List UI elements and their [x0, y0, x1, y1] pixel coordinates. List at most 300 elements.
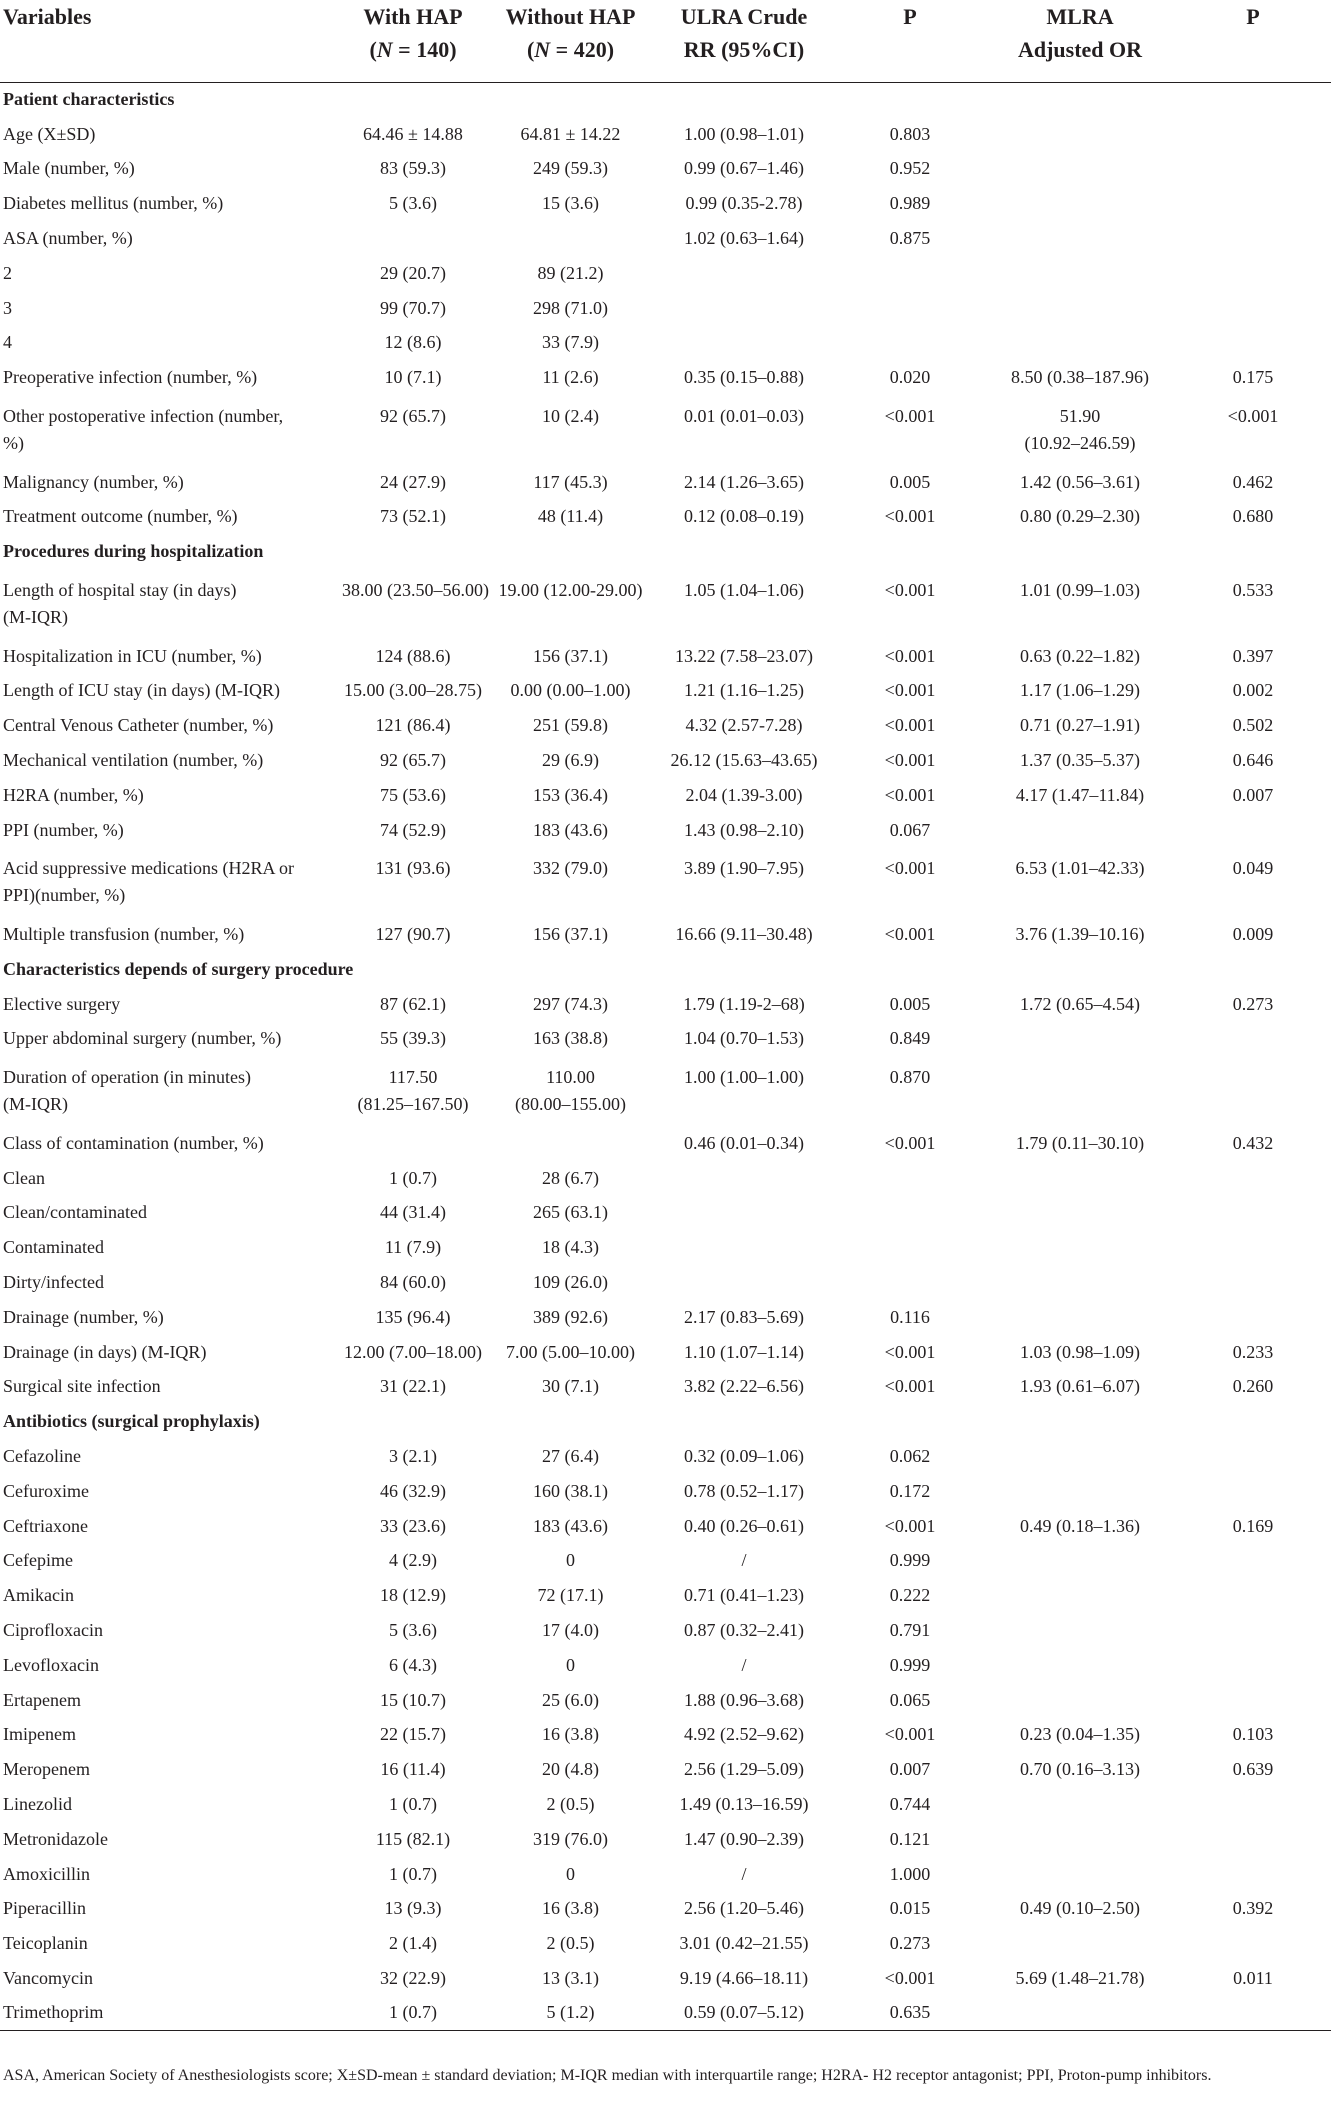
cell-ulra-crude-rr: 1.00 (0.98–1.01)	[684, 123, 804, 144]
cell-ulra-crude-rr: /	[741, 1654, 747, 1675]
cell-p-mlra: 0.502	[1232, 715, 1274, 736]
cell-with-hap: 124 (88.6)	[375, 645, 451, 666]
cell-without-hap	[488, 882, 653, 917]
cell-p-ulra: <0.001	[884, 750, 936, 771]
cell-variable: %)	[3, 432, 24, 453]
cell-p-ulra	[835, 604, 985, 639]
table-row	[0, 917, 1331, 952]
cell-p-ulra: 0.744	[889, 1793, 931, 1814]
cell-ulra-crude-rr: 9.19 (4.66–18.11)	[679, 1967, 809, 1988]
cell-with-hap: 92 (65.7)	[380, 405, 446, 426]
cell-ulra-crude-rr: 2.56 (1.20–5.46)	[684, 1898, 804, 1919]
cell-p-ulra: <0.001	[884, 680, 936, 701]
cell-ulra-crude-rr	[653, 882, 835, 917]
table-row	[0, 1300, 1331, 1335]
cell-p-mlra	[1175, 1857, 1331, 1892]
cell-without-hap: 18 (4.3)	[542, 1237, 599, 1258]
cell-mlra-adjusted-or: 5.69 (1.48–21.78)	[1015, 1967, 1145, 1988]
cell-mlra-adjusted-or	[985, 1439, 1175, 1474]
cell-p-mlra	[1175, 1787, 1331, 1822]
cell-mlra-adjusted-or	[985, 1648, 1175, 1683]
cell-mlra-adjusted-or	[985, 1787, 1175, 1822]
cell-variable: Age (X±SD)	[3, 123, 96, 144]
cell-variable: Cefuroxime	[3, 1480, 89, 1501]
cell-with-hap: 10 (7.1)	[384, 367, 442, 388]
cell-with-hap	[338, 430, 488, 465]
cell-mlra-adjusted-or: (10.92–246.59)	[1024, 432, 1136, 453]
cell-ulra-crude-rr: 1.00 (1.00–1.00)	[684, 1067, 804, 1088]
cell-variable: Upper abdominal surgery (number, %)	[3, 1028, 282, 1049]
cell-without-hap: 13 (3.1)	[542, 1967, 599, 1988]
cell-p-ulra	[835, 1091, 985, 1126]
cell-variable: 4	[3, 332, 12, 353]
cell-mlra-adjusted-or: 0.80 (0.29–2.30)	[1020, 506, 1140, 527]
cell-mlra-adjusted-or: 1.37 (0.35–5.37)	[1020, 750, 1140, 771]
section-title: Procedures during hospitalization	[3, 541, 264, 562]
cell-mlra-adjusted-or	[985, 1022, 1175, 1057]
cell-ulra-crude-rr: 26.12 (15.63–43.65)	[670, 750, 818, 771]
cell-ulra-crude-rr	[653, 1091, 835, 1126]
table-row	[0, 430, 1331, 465]
cell-p-mlra: 0.639	[1232, 1759, 1274, 1780]
cell-mlra-adjusted-or: 0.71 (0.27–1.91)	[1020, 715, 1140, 736]
cell-with-hap: 4 (2.9)	[389, 1550, 437, 1571]
cell-with-hap: 74 (52.9)	[380, 819, 446, 840]
cell-p-mlra: 0.103	[1232, 1724, 1274, 1745]
table-row	[0, 1578, 1331, 1613]
cell-without-hap: 109 (26.0)	[533, 1271, 608, 1292]
cell-with-hap: 33 (23.6)	[380, 1515, 446, 1536]
cell-variable: Other postoperative infection (number,	[3, 405, 284, 426]
cell-variable: Drainage (number, %)	[3, 1306, 164, 1327]
cell-p-mlra	[1175, 430, 1331, 465]
cell-ulra-crude-rr: 0.78 (0.52–1.17)	[684, 1480, 804, 1501]
cell-variable: Amoxicillin	[3, 1863, 90, 1884]
cell-with-hap: 75 (53.6)	[380, 784, 446, 805]
cell-variable: Cefepime	[3, 1550, 73, 1571]
cell-without-hap: 89 (21.2)	[537, 262, 604, 283]
cell-without-hap: 15 (3.6)	[542, 193, 599, 214]
cell-ulra-crude-rr: 1.88 (0.96–3.68)	[684, 1689, 804, 1710]
cell-ulra-crude-rr	[653, 1196, 835, 1231]
header-without-hap-n-value: = 420)	[550, 37, 615, 62]
cell-p-ulra: 0.803	[889, 123, 931, 144]
cell-ulra-crude-rr: 0.71 (0.41–1.23)	[684, 1585, 804, 1606]
cell-p-ulra: 0.062	[889, 1445, 931, 1466]
cell-mlra-adjusted-or	[985, 813, 1175, 848]
cell-variable: Hospitalization in ICU (number, %)	[3, 645, 262, 666]
cell-without-hap	[488, 604, 653, 639]
cell-without-hap: 249 (59.3)	[533, 158, 608, 179]
cell-variable: ASA (number, %)	[3, 228, 133, 249]
cell-without-hap: 28 (6.7)	[542, 1167, 599, 1188]
cell-with-hap: 3 (2.1)	[389, 1445, 437, 1466]
cell-p-ulra: 0.999	[889, 1654, 931, 1675]
cell-variable: Male (number, %)	[3, 158, 135, 179]
cell-variable: Contaminated	[3, 1237, 104, 1258]
cell-ulra-crude-rr: 0.59 (0.07–5.12)	[653, 1996, 835, 2031]
cell-without-hap: 389 (92.6)	[533, 1306, 608, 1327]
cell-ulra-crude-rr: 1.49 (0.13–16.59)	[679, 1793, 809, 1814]
cell-without-hap: 0.00 (0.00–1.00)	[510, 680, 631, 701]
header-without-hap-label: Without HAP	[505, 4, 636, 29]
table-row	[0, 291, 1331, 326]
cell-p-mlra: 0.432	[1232, 1132, 1274, 1153]
cell-ulra-crude-rr: /	[741, 1863, 747, 1884]
cell-variable: Length of ICU stay (in days) (M-IQR)	[3, 680, 280, 701]
cell-mlra-adjusted-or	[985, 1265, 1175, 1300]
cell-mlra-adjusted-or	[985, 1474, 1175, 1509]
table-row	[0, 1613, 1331, 1648]
cell-without-hap: 30 (7.1)	[542, 1376, 599, 1397]
cell-p-mlra: <0.001	[1227, 405, 1279, 426]
cell-with-hap: 1 (0.7)	[338, 1996, 488, 2031]
cell-p-mlra: 0.011	[1233, 1967, 1273, 1988]
cell-mlra-adjusted-or	[985, 1543, 1175, 1578]
cell-ulra-crude-rr: 16.66 (9.11–30.48)	[675, 924, 813, 945]
table-row	[0, 1543, 1331, 1578]
cell-mlra-adjusted-or: 0.49 (0.18–1.36)	[1020, 1515, 1140, 1536]
cell-p-mlra	[1175, 1683, 1331, 1718]
cell-ulra-crude-rr: 4.32 (2.57-7.28)	[685, 715, 803, 736]
table-row	[0, 1717, 1331, 1752]
cell-variable: 3	[3, 297, 12, 318]
cell-p-mlra	[1175, 882, 1331, 917]
cell-ulra-crude-rr: 0.01 (0.01–0.03)	[684, 405, 804, 426]
cell-with-hap: 127 (90.7)	[375, 924, 451, 945]
cell-p-mlra: 0.646	[1232, 750, 1274, 771]
table-row	[0, 1091, 1331, 1126]
section-title: Patient characteristics	[3, 89, 175, 110]
section-title: Antibiotics (surgical prophylaxis)	[3, 1411, 260, 1432]
cell-without-hap	[488, 221, 653, 256]
cell-ulra-crude-rr: 1.79 (1.19-2–68)	[683, 993, 805, 1014]
cell-p-ulra	[835, 1161, 985, 1196]
cell-mlra-adjusted-or: 51.90	[1059, 405, 1101, 426]
cell-p-mlra	[1175, 604, 1331, 639]
cell-variable: Levofloxacin	[3, 1654, 99, 1675]
cell-without-hap: 17 (4.0)	[542, 1619, 599, 1640]
cell-with-hap: 16 (11.4)	[380, 1759, 446, 1780]
cell-p-ulra: 0.635	[835, 1996, 985, 2031]
cell-p-ulra	[835, 1230, 985, 1265]
cell-variable: Clean/contaminated	[3, 1202, 147, 1223]
cell-p-mlra	[1175, 117, 1331, 152]
cell-p-ulra: 0.172	[889, 1480, 931, 1501]
cell-p-ulra: 0.015	[889, 1898, 931, 1919]
cell-ulra-crude-rr: 2.56 (1.29–5.09)	[684, 1759, 804, 1780]
cell-without-hap: 29 (6.9)	[542, 750, 599, 771]
cell-ulra-crude-rr: 13.22 (7.58–23.07)	[675, 645, 813, 666]
header-with-hap-n-value: = 140)	[392, 37, 457, 62]
table-row	[0, 1335, 1331, 1370]
cell-with-hap: 73 (52.1)	[380, 506, 446, 527]
cell-mlra-adjusted-or: 1.01 (0.99–1.03)	[1020, 579, 1140, 600]
cell-without-hap: 7.00 (5.00–10.00)	[506, 1341, 635, 1362]
cell-mlra-adjusted-or	[985, 1926, 1175, 1961]
cell-with-hap: 12 (8.6)	[384, 332, 442, 353]
cell-with-hap: 55 (39.3)	[380, 1028, 446, 1049]
table-row	[0, 152, 1331, 187]
cell-p-ulra	[835, 430, 985, 465]
table-row	[0, 1822, 1331, 1857]
cell-p-ulra: <0.001	[884, 1376, 936, 1397]
cell-ulra-crude-rr	[653, 326, 835, 361]
cell-without-hap: (80.00–155.00)	[515, 1094, 626, 1115]
cell-with-hap: 131 (93.6)	[375, 858, 451, 879]
header-p-ulra: P	[835, 0, 985, 82]
cell-ulra-crude-rr: 0.87 (0.32–2.41)	[684, 1619, 804, 1640]
table-row	[0, 1126, 1331, 1161]
cell-p-mlra: 0.009	[1232, 924, 1274, 945]
cell-mlra-adjusted-or	[985, 1857, 1175, 1892]
cell-p-ulra: 0.116	[890, 1306, 930, 1327]
header-mlra-line2: Adjusted OR	[1017, 37, 1143, 62]
cell-ulra-crude-rr: 1.05 (1.04–1.06)	[684, 579, 804, 600]
cell-with-hap: 13 (9.3)	[384, 1898, 442, 1919]
cell-variable: (M-IQR)	[3, 606, 68, 627]
cell-without-hap: 48 (11.4)	[537, 506, 604, 527]
cell-ulra-crude-rr: 4.92 (2.52–9.62)	[684, 1724, 804, 1745]
header-without-hap-n: (N = 420)	[526, 37, 615, 62]
cell-variable: Amikacin	[3, 1585, 74, 1606]
cell-p-mlra	[1175, 813, 1331, 848]
cell-with-hap: 38.00 (23.50–56.00)	[342, 579, 489, 600]
cell-with-hap: 84 (60.0)	[380, 1271, 446, 1292]
cell-with-hap: 46 (32.9)	[380, 1480, 446, 1501]
cell-ulra-crude-rr: 1.02 (0.63–1.64)	[684, 228, 804, 249]
table-row	[0, 813, 1331, 848]
cell-ulra-crude-rr: 3.82 (2.22–6.56)	[684, 1376, 804, 1397]
cell-mlra-adjusted-or: 4.17 (1.47–11.84)	[1015, 784, 1145, 805]
cell-mlra-adjusted-or: 8.50 (0.38–187.96)	[1011, 367, 1149, 388]
cell-mlra-adjusted-or	[985, 1822, 1175, 1857]
cell-p-ulra: <0.001	[884, 405, 936, 426]
cell-with-hap: 12.00 (7.00–18.00)	[344, 1341, 482, 1362]
table-row	[0, 1509, 1331, 1544]
cell-p-ulra: 0.067	[889, 819, 931, 840]
table-row	[0, 186, 1331, 221]
table-row	[0, 743, 1331, 778]
cell-p-mlra	[1175, 1543, 1331, 1578]
cell-variable: H2RA (number, %)	[3, 784, 144, 805]
cell-mlra-adjusted-or	[985, 604, 1175, 639]
table-header	[0, 0, 1331, 82]
cell-without-hap	[488, 1126, 653, 1161]
cell-mlra-adjusted-or: 1.03 (0.98–1.09)	[1020, 1341, 1140, 1362]
cell-p-ulra: 0.005	[889, 993, 931, 1014]
cell-variable: Ciprofloxacin	[3, 1619, 103, 1640]
table-row	[0, 1474, 1331, 1509]
cell-with-hap: 31 (22.1)	[380, 1376, 446, 1397]
cell-without-hap: 0	[566, 1550, 575, 1571]
cell-without-hap: 297 (74.3)	[533, 993, 608, 1014]
table-row	[0, 1787, 1331, 1822]
cell-without-hap: 156 (37.1)	[533, 645, 608, 666]
cell-p-mlra	[1175, 1056, 1331, 1091]
cell-mlra-adjusted-or: 0.49 (0.10–2.50)	[1020, 1898, 1140, 1919]
cell-variable: PPI)(number, %)	[3, 885, 126, 906]
cell-p-ulra: <0.001	[884, 1515, 936, 1536]
cell-without-hap: 33 (7.9)	[542, 332, 599, 353]
cell-variable: Clean	[3, 1167, 45, 1188]
cell-p-mlra	[1175, 1474, 1331, 1509]
cell-p-mlra	[1175, 1439, 1331, 1474]
cell-p-mlra: 0.533	[1232, 579, 1274, 600]
cell-with-hap: 11 (7.9)	[384, 1237, 442, 1258]
cell-mlra-adjusted-or: 1.79 (0.11–30.10)	[1015, 1132, 1145, 1153]
cell-variable: Acid suppressive medications (H2RA or	[3, 858, 294, 879]
cell-with-hap: 135 (96.4)	[375, 1306, 451, 1327]
cell-ulra-crude-rr	[653, 291, 835, 326]
table-row	[0, 639, 1331, 674]
cell-variable: Drainage (in days) (M-IQR)	[3, 1341, 207, 1362]
cell-without-hap: 2 (0.5)	[546, 1793, 595, 1814]
cell-with-hap	[338, 1126, 488, 1161]
table-row	[0, 569, 1331, 604]
cell-p-mlra	[1175, 1578, 1331, 1613]
cell-p-ulra	[835, 291, 985, 326]
cell-variable: Imipenem	[3, 1724, 76, 1745]
cell-variable: Linezolid	[3, 1793, 72, 1814]
cell-without-hap: 265 (63.1)	[533, 1202, 608, 1223]
cell-variable: Teicoplanin	[3, 1933, 88, 1954]
cell-without-hap: 332 (79.0)	[533, 858, 608, 879]
cell-ulra-crude-rr	[653, 604, 835, 639]
table-row	[0, 117, 1331, 152]
cell-p-ulra: <0.001	[884, 506, 936, 527]
table-footnote: ASA, American Society of Anesthesiologists score; X±SD-mean ± standard deviation; M-IQR median with interquartile range; H2RA- H2 receptor antagonist; PPI, Proton-pump inhibitors.	[3, 2067, 1212, 2084]
cell-mlra-adjusted-or	[985, 1300, 1175, 1335]
cell-p-ulra: 0.121	[889, 1828, 931, 1849]
cell-p-mlra	[1175, 1926, 1331, 1961]
cell-mlra-adjusted-or	[985, 256, 1175, 291]
cell-p-mlra: 0.233	[1232, 1341, 1274, 1362]
table-row	[0, 604, 1331, 639]
cell-p-mlra	[1175, 256, 1331, 291]
cell-without-hap: 10 (2.4)	[542, 405, 599, 426]
cell-with-hap: 32 (22.9)	[380, 1967, 446, 1988]
table-row	[0, 1265, 1331, 1300]
cell-ulra-crude-rr: 0.12 (0.08–0.19)	[684, 506, 804, 527]
cell-variable: Duration of operation (in minutes)	[3, 1067, 251, 1088]
cell-with-hap: 15 (10.7)	[380, 1689, 446, 1710]
cell-without-hap: 183 (43.6)	[533, 1515, 608, 1536]
table-row	[0, 708, 1331, 743]
cell-p-ulra: 0.273	[889, 1933, 931, 1954]
header-mlra	[985, 0, 1175, 82]
cell-without-hap: 160 (38.1)	[533, 1480, 608, 1501]
table-row	[0, 987, 1331, 1022]
cell-variable: PPI (number, %)	[3, 819, 124, 840]
cell-with-hap: 22 (15.7)	[380, 1724, 446, 1745]
cell-ulra-crude-rr: 1.10 (1.07–1.14)	[684, 1341, 804, 1362]
cell-with-hap	[338, 604, 488, 639]
cell-p-mlra	[1175, 1196, 1331, 1231]
cell-mlra-adjusted-or	[985, 117, 1175, 152]
cell-variable: Preoperative infection (number, %)	[3, 367, 258, 388]
cell-p-mlra	[1175, 1300, 1331, 1335]
cell-with-hap: 5 (3.6)	[389, 1619, 437, 1640]
cell-p-mlra: 0.169	[1232, 1515, 1274, 1536]
cell-variable: Ertapenem	[3, 1689, 81, 1710]
cell-ulra-crude-rr: 0.99 (0.35-2.78)	[685, 193, 803, 214]
cell-p-mlra: 0.049	[1232, 858, 1274, 879]
cell-variable: Malignancy (number, %)	[3, 471, 184, 492]
cell-mlra-adjusted-or: 3.76 (1.39–10.16)	[1015, 924, 1145, 945]
table-row	[0, 1891, 1331, 1926]
cell-variable: 2	[3, 262, 12, 283]
cell-p-ulra: 0.007	[889, 1759, 931, 1780]
table-row	[0, 256, 1331, 291]
cell-variable: Metronidazole	[3, 1828, 108, 1849]
table-row	[0, 1196, 1331, 1231]
cell-variable: Elective surgery	[3, 993, 121, 1014]
table-row	[0, 1161, 1331, 1196]
cell-without-hap: 163 (38.8)	[533, 1028, 608, 1049]
cell-p-mlra: 0.002	[1232, 680, 1274, 701]
cell-p-mlra	[1175, 1265, 1331, 1300]
cell-without-hap: 0	[566, 1863, 575, 1884]
cell-p-mlra	[1175, 1091, 1331, 1126]
cell-without-hap: 16 (3.8)	[542, 1724, 599, 1745]
cell-without-hap: 319 (76.0)	[533, 1828, 608, 1849]
cell-ulra-crude-rr: 0.40 (0.26–0.61)	[684, 1515, 804, 1536]
cell-p-ulra	[835, 256, 985, 291]
cell-p-ulra: <0.001	[884, 1132, 936, 1153]
cell-p-mlra	[1175, 152, 1331, 187]
cell-without-hap: 64.81 ± 14.22	[520, 123, 621, 144]
cell-without-hap: 19.00 (12.00-29.00)	[498, 579, 643, 600]
cell-p-ulra: <0.001	[884, 1967, 936, 1988]
cell-mlra-adjusted-or	[985, 1161, 1175, 1196]
header-p-mlra: P	[1175, 0, 1331, 82]
cell-with-hap: 121 (86.4)	[375, 715, 451, 736]
header-with-hap-n-symbol: N	[376, 37, 393, 62]
cell-without-hap: 298 (71.0)	[533, 297, 608, 318]
cell-p-ulra	[835, 1265, 985, 1300]
table-body	[0, 82, 1331, 2031]
cell-p-mlra	[1175, 221, 1331, 256]
cell-p-mlra	[1175, 1230, 1331, 1265]
cell-with-hap: 15.00 (3.00–28.75)	[344, 680, 482, 701]
cell-mlra-adjusted-or	[985, 1056, 1175, 1091]
table-row	[0, 500, 1331, 535]
cell-with-hap: 117.50	[388, 1067, 438, 1088]
cell-p-mlra	[1175, 1161, 1331, 1196]
cell-p-ulra: 0.999	[889, 1550, 931, 1571]
cell-without-hap: 183 (43.6)	[533, 819, 608, 840]
cell-ulra-crude-rr	[653, 430, 835, 465]
cell-variable: Dirty/infected	[3, 1271, 104, 1292]
header-without-hap-n-symbol: N	[534, 37, 551, 62]
cell-ulra-crude-rr: 0.32 (0.09–1.06)	[684, 1445, 804, 1466]
table-row	[0, 1022, 1331, 1057]
cell-mlra-adjusted-or	[985, 1996, 1175, 2031]
header-ulra	[653, 0, 835, 82]
cell-p-mlra: 0.462	[1232, 471, 1274, 492]
cell-ulra-crude-rr: /	[741, 1550, 747, 1571]
cell-ulra-crude-rr: 3.89 (1.90–7.95)	[684, 858, 804, 879]
cell-p-mlra: 0.260	[1232, 1376, 1274, 1397]
cell-with-hap: 1 (0.7)	[389, 1793, 437, 1814]
cell-without-hap: 11 (2.6)	[542, 367, 599, 388]
cell-mlra-adjusted-or	[985, 291, 1175, 326]
cell-variable: Class of contamination (number, %)	[3, 1132, 264, 1153]
table-row	[0, 1683, 1331, 1718]
header-without-hap	[488, 0, 653, 82]
table-row	[0, 882, 1331, 917]
